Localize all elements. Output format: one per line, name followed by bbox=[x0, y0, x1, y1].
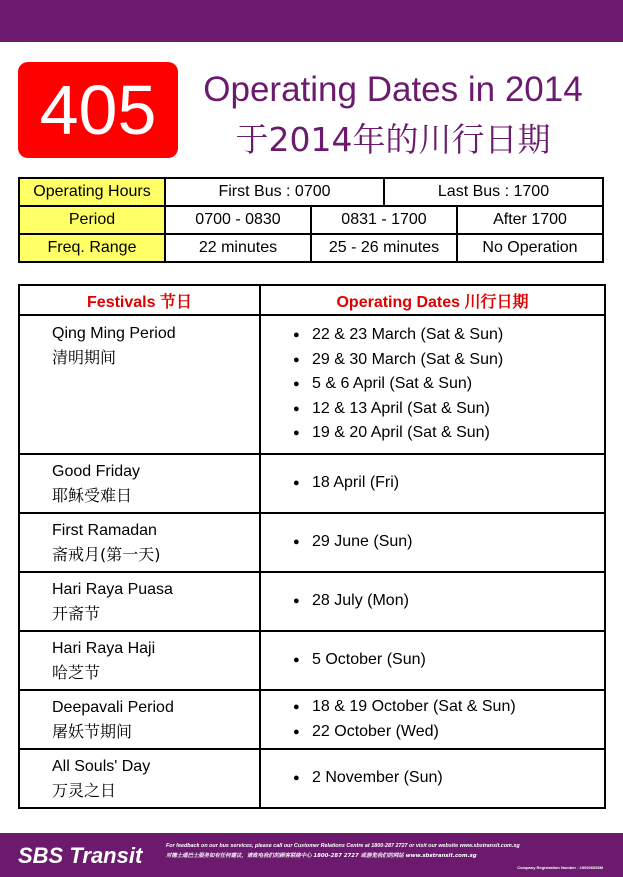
festival-name-zh: 开斋节 bbox=[52, 603, 101, 623]
festival-name-en: Deepavali Period bbox=[52, 698, 174, 716]
festival-row bbox=[19, 749, 605, 808]
footer-banner bbox=[0, 833, 623, 877]
festival-name-en: All Souls' Day bbox=[52, 757, 151, 775]
feedback-chinese: 对德士通巴士服务如有任何建议，请致电我们的顾客联络中心 1800-287 2727 或游览我们的网站 www.sbstransit.com.sg bbox=[166, 853, 477, 859]
frequency-cell: 22 minutes bbox=[165, 234, 311, 262]
festival-name-zh: 万灵之日 bbox=[52, 780, 117, 800]
operating-hours-row bbox=[19, 178, 603, 206]
route-number-badge: 405 bbox=[18, 62, 178, 158]
festival-row bbox=[19, 513, 605, 572]
period-label: Period bbox=[19, 206, 165, 234]
company-registration: Company Registration Number : 199206653M bbox=[517, 865, 603, 870]
date-item: ● 18 April (Fri) bbox=[293, 471, 604, 496]
operating-hours-label: Operating Hours bbox=[19, 178, 165, 206]
festival-name-cell bbox=[19, 631, 260, 690]
operating-hours-table bbox=[18, 177, 604, 263]
festival-name-cell bbox=[19, 513, 260, 572]
date-item: ● 5 October (Sun) bbox=[293, 648, 604, 673]
top-banner bbox=[0, 0, 623, 42]
festival-name-zh: 清明期间 bbox=[52, 348, 117, 367]
festival-dates-cell bbox=[260, 513, 605, 572]
first-bus-time: First Bus : 0700 bbox=[165, 178, 384, 206]
festival-name-zh: 耶稣受难日 bbox=[52, 485, 133, 505]
frequency-row bbox=[19, 234, 603, 262]
date-item: ● 22 & 23 March (Sat & Sun) bbox=[293, 323, 604, 348]
date-item: ● 2 November (Sun) bbox=[293, 766, 604, 791]
festival-row bbox=[19, 454, 605, 513]
festival-name-cell bbox=[19, 454, 260, 513]
festival-name-en: Good Friday bbox=[52, 462, 141, 480]
last-bus-time: Last Bus : 1700 bbox=[384, 178, 603, 206]
festival-name-en: Hari Raya Puasa bbox=[52, 580, 173, 598]
festival-name-en: Qing Ming Period bbox=[52, 325, 176, 342]
frequency-cell: 25 - 26 minutes bbox=[311, 234, 457, 262]
feedback-english: For feedback on our bus services, please call our Customer Relations Centre at 1800-287 2727 or visit our website www.sbstransit.com.sg bbox=[166, 843, 520, 849]
date-item: ● 12 & 13 April (Sat & Sun) bbox=[293, 397, 604, 422]
operating-dates-header: Operating Dates 川行日期 bbox=[260, 285, 605, 315]
festival-name-zh: 哈芝节 bbox=[52, 662, 101, 682]
festival-name-cell bbox=[19, 315, 260, 454]
festivals-header: Festivals 节日 bbox=[19, 285, 260, 315]
festival-dates-cell bbox=[260, 454, 605, 513]
date-item: ● 22 October (Wed) bbox=[293, 720, 604, 745]
period-row bbox=[19, 206, 603, 234]
festival-name-zh: 斋戒月(第一天) bbox=[52, 544, 161, 564]
festival-dates-cell bbox=[260, 572, 605, 631]
date-item: ● 5 & 6 April (Sat & Sun) bbox=[293, 372, 604, 397]
festival-row bbox=[19, 315, 605, 454]
festival-name-cell bbox=[19, 572, 260, 631]
festivals-header-row bbox=[19, 285, 605, 315]
period-cell: 0831 - 1700 bbox=[311, 206, 457, 234]
festival-name-cell bbox=[19, 749, 260, 808]
period-cell: After 1700 bbox=[457, 206, 603, 234]
festival-name-en: Hari Raya Haji bbox=[52, 639, 156, 657]
festival-row bbox=[19, 572, 605, 631]
frequency-label: Freq. Range bbox=[19, 234, 165, 262]
date-item: ● 19 & 20 April (Sat & Sun) bbox=[293, 421, 604, 446]
festival-dates-cell bbox=[260, 315, 605, 454]
frequency-cell: No Operation bbox=[457, 234, 603, 262]
title-chinese: 于2014年的川行日期 bbox=[235, 120, 551, 159]
date-item: ● 18 & 19 October (Sat & Sun) bbox=[293, 695, 604, 720]
festival-row bbox=[19, 690, 605, 749]
festival-name-cell bbox=[19, 690, 260, 749]
date-item: ● 28 July (Mon) bbox=[293, 589, 604, 614]
date-item: ● 29 & 30 March (Sat & Sun) bbox=[293, 348, 604, 373]
festival-row bbox=[19, 631, 605, 690]
festival-name-zh: 屠妖节期间 bbox=[52, 721, 133, 741]
festival-dates-cell bbox=[260, 749, 605, 808]
title-english: Operating Dates in 2014 bbox=[203, 70, 583, 109]
festival-dates-cell bbox=[260, 631, 605, 690]
sbs-transit-logo: SBS Transit bbox=[18, 843, 143, 868]
festival-dates-cell bbox=[260, 690, 605, 749]
footer-feedback bbox=[166, 841, 520, 861]
festival-name-en: First Ramadan bbox=[52, 521, 157, 539]
period-cell: 0700 - 0830 bbox=[165, 206, 311, 234]
festivals-table bbox=[18, 284, 606, 809]
date-item: ● 29 June (Sun) bbox=[293, 530, 604, 555]
